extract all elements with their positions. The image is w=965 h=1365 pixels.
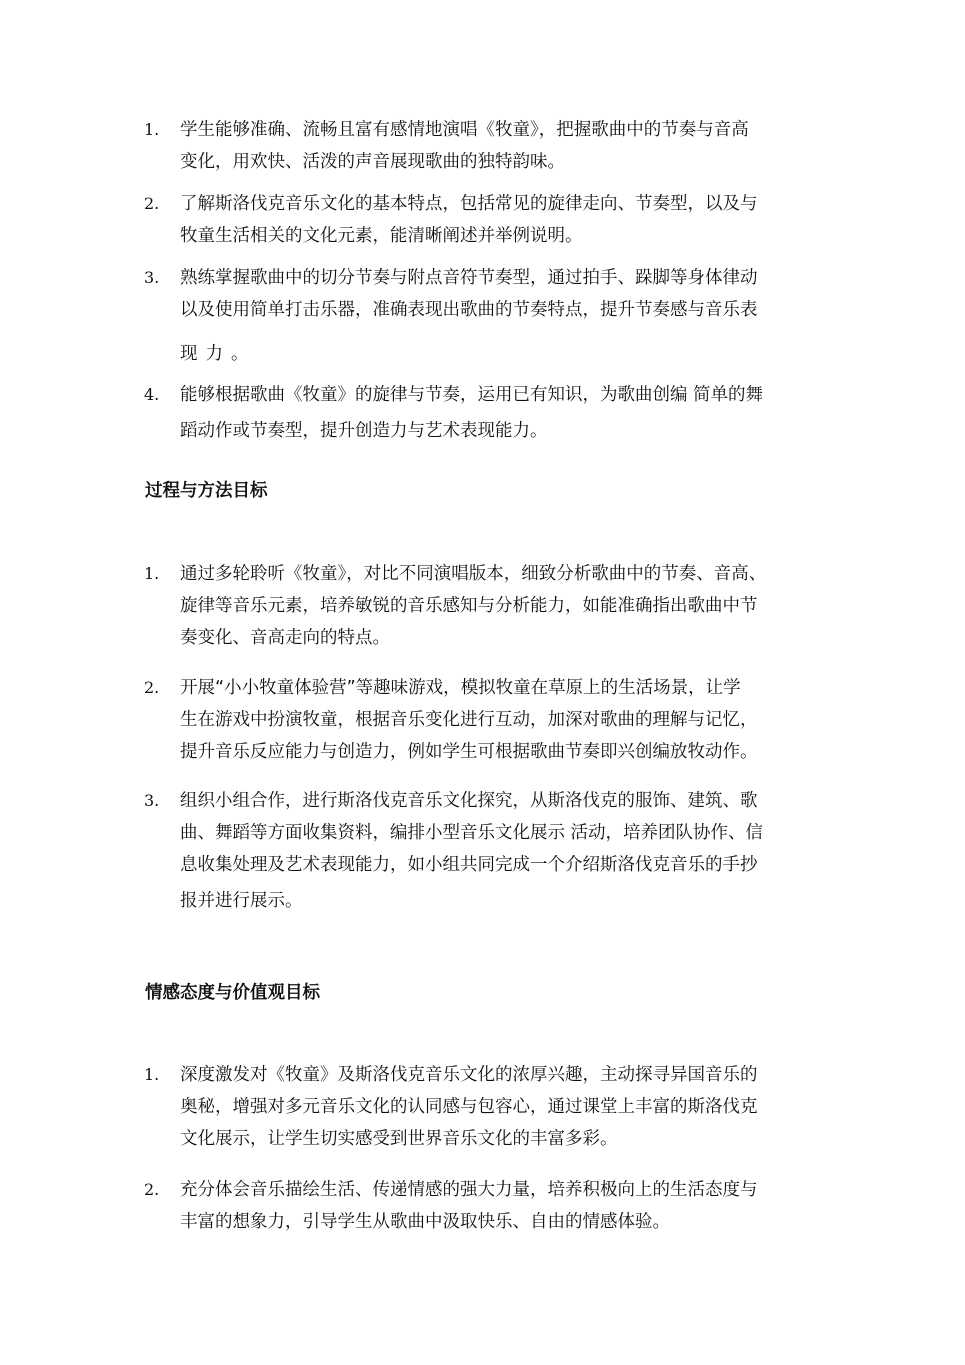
list-item-number: 3. xyxy=(144,791,160,810)
list-item-number: 3. xyxy=(144,268,160,287)
list-item-line: 报并进行展示。 xyxy=(180,891,303,911)
list-item-line: 蹈动作或节奏型，提升创造力与艺术表现能力。 xyxy=(180,421,548,441)
list-item-line: 以及使用简单打击乐器，准确表现出歌曲的节奏特点，提升节奏感与音乐表 xyxy=(180,300,758,320)
list-item-number: 2. xyxy=(144,678,160,697)
list-item-number: 2. xyxy=(144,194,160,213)
list-item-line: 充分体会音乐描绘生活、传递情感的强大力量，培养积极向上的生活态度与 xyxy=(180,1180,758,1200)
list-item-line: 变化，用欢快、活泼的声音展现歌曲的独特韵味。 xyxy=(180,152,565,172)
list-item-line: 组织小组合作，进行斯洛伐克音乐文化探究，从斯洛伐克的服饰、建筑、歌 xyxy=(180,791,758,811)
list-item-line: 奥秘，增强对多元音乐文化的认同感与包容心，通过课堂上丰富的斯洛伐克 xyxy=(180,1097,758,1117)
list-item-line: 息收集处理及艺术表现能力，如小组共同完成一个介绍斯洛伐克音乐的手抄 xyxy=(180,855,758,875)
list-item-line: 学生能够准确、流畅且富有感情地演唱《牧童》，把握歌曲中的节奏与音高 xyxy=(180,120,749,140)
list-item-line: 现力。 xyxy=(180,344,257,364)
list-item-line: 文化展示，让学生切实感受到世界音乐文化的丰富多彩。 xyxy=(180,1129,618,1149)
list-item-line: 曲、舞蹈等方面收集资料，编排小型音乐文化展示 活动，培养团队协作、信 xyxy=(180,823,764,843)
list-item-line: 开展“小小牧童体验营”等趣味游戏，模拟牧童在草原上的生活场景，让学 xyxy=(180,678,741,698)
list-item-number: 1. xyxy=(144,1065,160,1084)
section-heading-emotion: 情感态度与价值观目标 xyxy=(145,983,320,1003)
list-item-line: 牧童生活相关的文化元素，能清晰阐述并举例说明。 xyxy=(180,226,583,246)
section-heading-process: 过程与方法目标 xyxy=(145,481,268,501)
list-item-line: 生在游戏中扮演牧童，根据音乐变化进行互动，加深对歌曲的理解与记忆， xyxy=(180,710,758,730)
list-item-number: 4. xyxy=(144,385,160,404)
list-item-number: 2. xyxy=(144,1180,160,1199)
list-item-line: 深度激发对《牧童》及斯洛伐克音乐文化的浓厚兴趣，主动探寻异国音乐的 xyxy=(180,1065,758,1085)
list-item-line: 了解斯洛伐克音乐文化的基本特点，包括常见的旋律走向、节奏型，以及与 xyxy=(180,194,758,214)
list-item-line: 奏变化、音高走向的特点。 xyxy=(180,628,390,648)
list-item-line: 旋律等音乐元素，培养敏锐的音乐感知与分析能力，如能准确指出歌曲中节 xyxy=(180,596,758,616)
list-item-line: 提升音乐反应能力与创造力，例如学生可根据歌曲节奏即兴创编放牧动作。 xyxy=(180,742,758,762)
list-item-line: 丰富的想象力，引导学生从歌曲中汲取快乐、自由的情感体验。 xyxy=(180,1212,670,1232)
list-item-number: 1. xyxy=(144,564,160,583)
list-item-number: 1. xyxy=(144,120,160,139)
list-item-line: 通过多轮聆听《牧童》，对比不同演唱版本，细致分析歌曲中的节奏、音高、 xyxy=(180,564,767,584)
list-item-line: 熟练掌握歌曲中的切分节奏与附点音符节奏型，通过拍手、跺脚等身体律动 xyxy=(180,268,758,288)
list-item-line: 能够根据歌曲《牧童》的旋律与节奏，运用已有知识，为歌曲创编 简单的舞 xyxy=(180,385,764,405)
